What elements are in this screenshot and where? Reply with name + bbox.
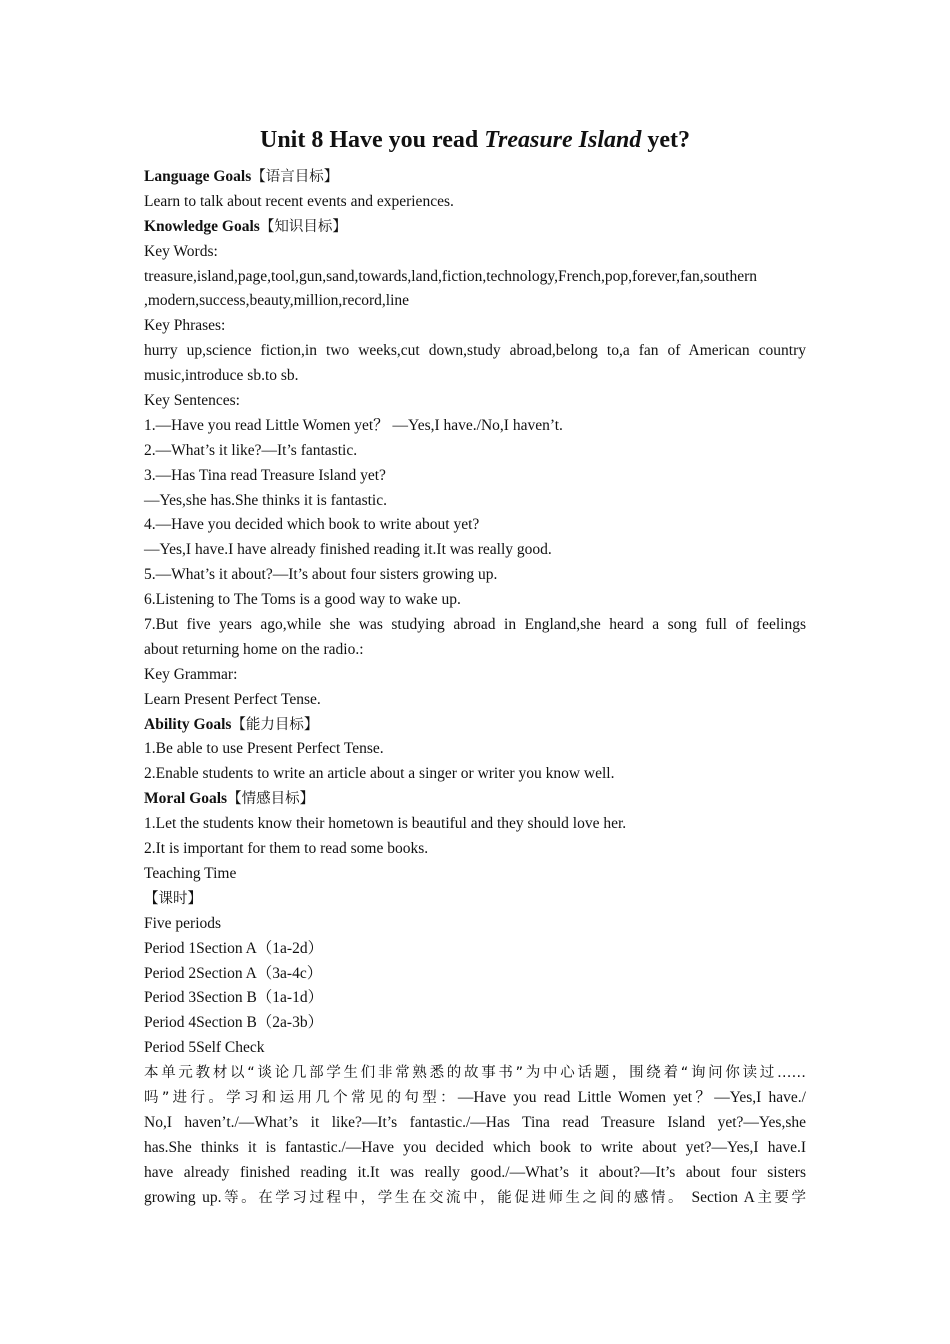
key-sentence: 1.—Have you read Little Women yet？ —Yes,I have./No,I haven’t.: [144, 416, 563, 434]
language-goals-text: Learn to talk about recent events and experiences.: [144, 192, 454, 210]
key-phrases-line: hurry up,science fiction,in two weeks,cut down,study abroad,belong to,a fan of American country: [144, 342, 806, 360]
key-sentence: —Yes,I have.I have already finished reading it.It was really good.: [144, 541, 552, 559]
ability-goals-heading: Ability Goals【能力目标】: [144, 715, 319, 733]
intro-paragraph-line: have already finished reading it.It was really good./—What’s it about?—It’s about four sisters: [144, 1163, 806, 1181]
period-item: Period 5Self Check: [144, 1039, 265, 1057]
key-sentence: 4.—Have you decided which book to write about yet?: [144, 516, 480, 534]
key-sentence: 2.—What’s it like?—It’s fantastic.: [144, 441, 358, 459]
period-item: Period 1Section A（1a-2d）: [144, 939, 324, 957]
intro-paragraph-line: 吗”进行。学习和运用几个常见的句型：—Have you read Little Women yet？—Yes,I have./: [144, 1088, 806, 1106]
key-grammar-label: Key Grammar:: [144, 665, 238, 683]
document-body: [144, 165, 806, 1210]
teaching-time-label: Teaching Time: [144, 864, 237, 882]
intro-paragraph-line: growing up.等。在学习过程中，学生在交流中，能促进师生之间的感情。 Section A主要学: [144, 1188, 806, 1206]
title-prefix: Unit 8 Have you read: [259, 127, 485, 153]
key-sentence: 6.Listening to The Toms is a good way to wake up.: [144, 591, 461, 609]
key-sentence: —Yes,she has.She thinks it is fantastic.: [144, 491, 387, 509]
key-sentence: about returning home on the radio.:: [144, 640, 364, 658]
key-sentence: 5.—What’s it about?—It’s about four sisters growing up.: [144, 566, 498, 584]
intro-paragraph-line: 本单元教材以“谈论几部学生们非常熟悉的故事书”为中心话题，围绕着“询问你读过……: [144, 1065, 806, 1082]
intro-paragraph-line: No,I haven’t./—What’s it like?—It’s fantastic./—Has Tina read Treasure Island yet?—Yes,she: [144, 1113, 806, 1131]
key-sentence: 7.But five years ago,while she was studying abroad in England,she heard a song full of feelings: [144, 616, 806, 634]
knowledge-goals-heading: Knowledge Goals【知识目标】: [144, 217, 347, 235]
moral-goals-heading: Moral Goals【情感目标】: [144, 790, 315, 808]
period-item: Period 3Section B（1a-1d）: [144, 989, 324, 1007]
intro-paragraph-line: has.She thinks it is fantastic./—Have you decided which book to write about yet?—Yes,I have.I: [144, 1138, 806, 1156]
period-count: Five periods: [144, 914, 222, 932]
page-title: [0, 124, 950, 156]
moral-goal-item: 1.Let the students know their hometown is beautiful and they should love her.: [144, 815, 627, 833]
key-phrases-label: Key Phrases:: [144, 317, 226, 335]
key-grammar-text: Learn Present Perfect Tense.: [144, 690, 321, 708]
title-book-name: Treasure Island: [484, 127, 642, 153]
ability-goal-item: 1.Be able to use Present Perfect Tense.: [144, 740, 384, 758]
language-goals-heading: Language Goals【语言目标】: [144, 168, 339, 185]
ability-goal-item: 2.Enable students to write an article about a singer or writer you know well.: [144, 765, 615, 783]
key-words-line: ,modern,success,beauty,million,record,line: [144, 292, 409, 310]
moral-goal-item: 2.It is important for them to read some books.: [144, 840, 429, 858]
period-item: Period 2Section A（3a-4c）: [144, 964, 323, 982]
period-item: Period 4Section B（2a-3b）: [144, 1014, 324, 1032]
teaching-time-cn: 【课时】: [144, 890, 202, 907]
key-words-line: treasure,island,page,tool,gun,sand,towards,land,fiction,technology,French,pop,forever,fan,southern: [144, 267, 758, 285]
key-sentences-label: Key Sentences:: [144, 392, 240, 410]
key-words-label: Key Words:: [144, 242, 218, 260]
key-phrases-line: music,introduce sb.to sb.: [144, 367, 299, 385]
key-sentence: 3.—Has Tina read Treasure Island yet?: [144, 466, 386, 484]
title-suffix: yet?: [641, 127, 691, 153]
